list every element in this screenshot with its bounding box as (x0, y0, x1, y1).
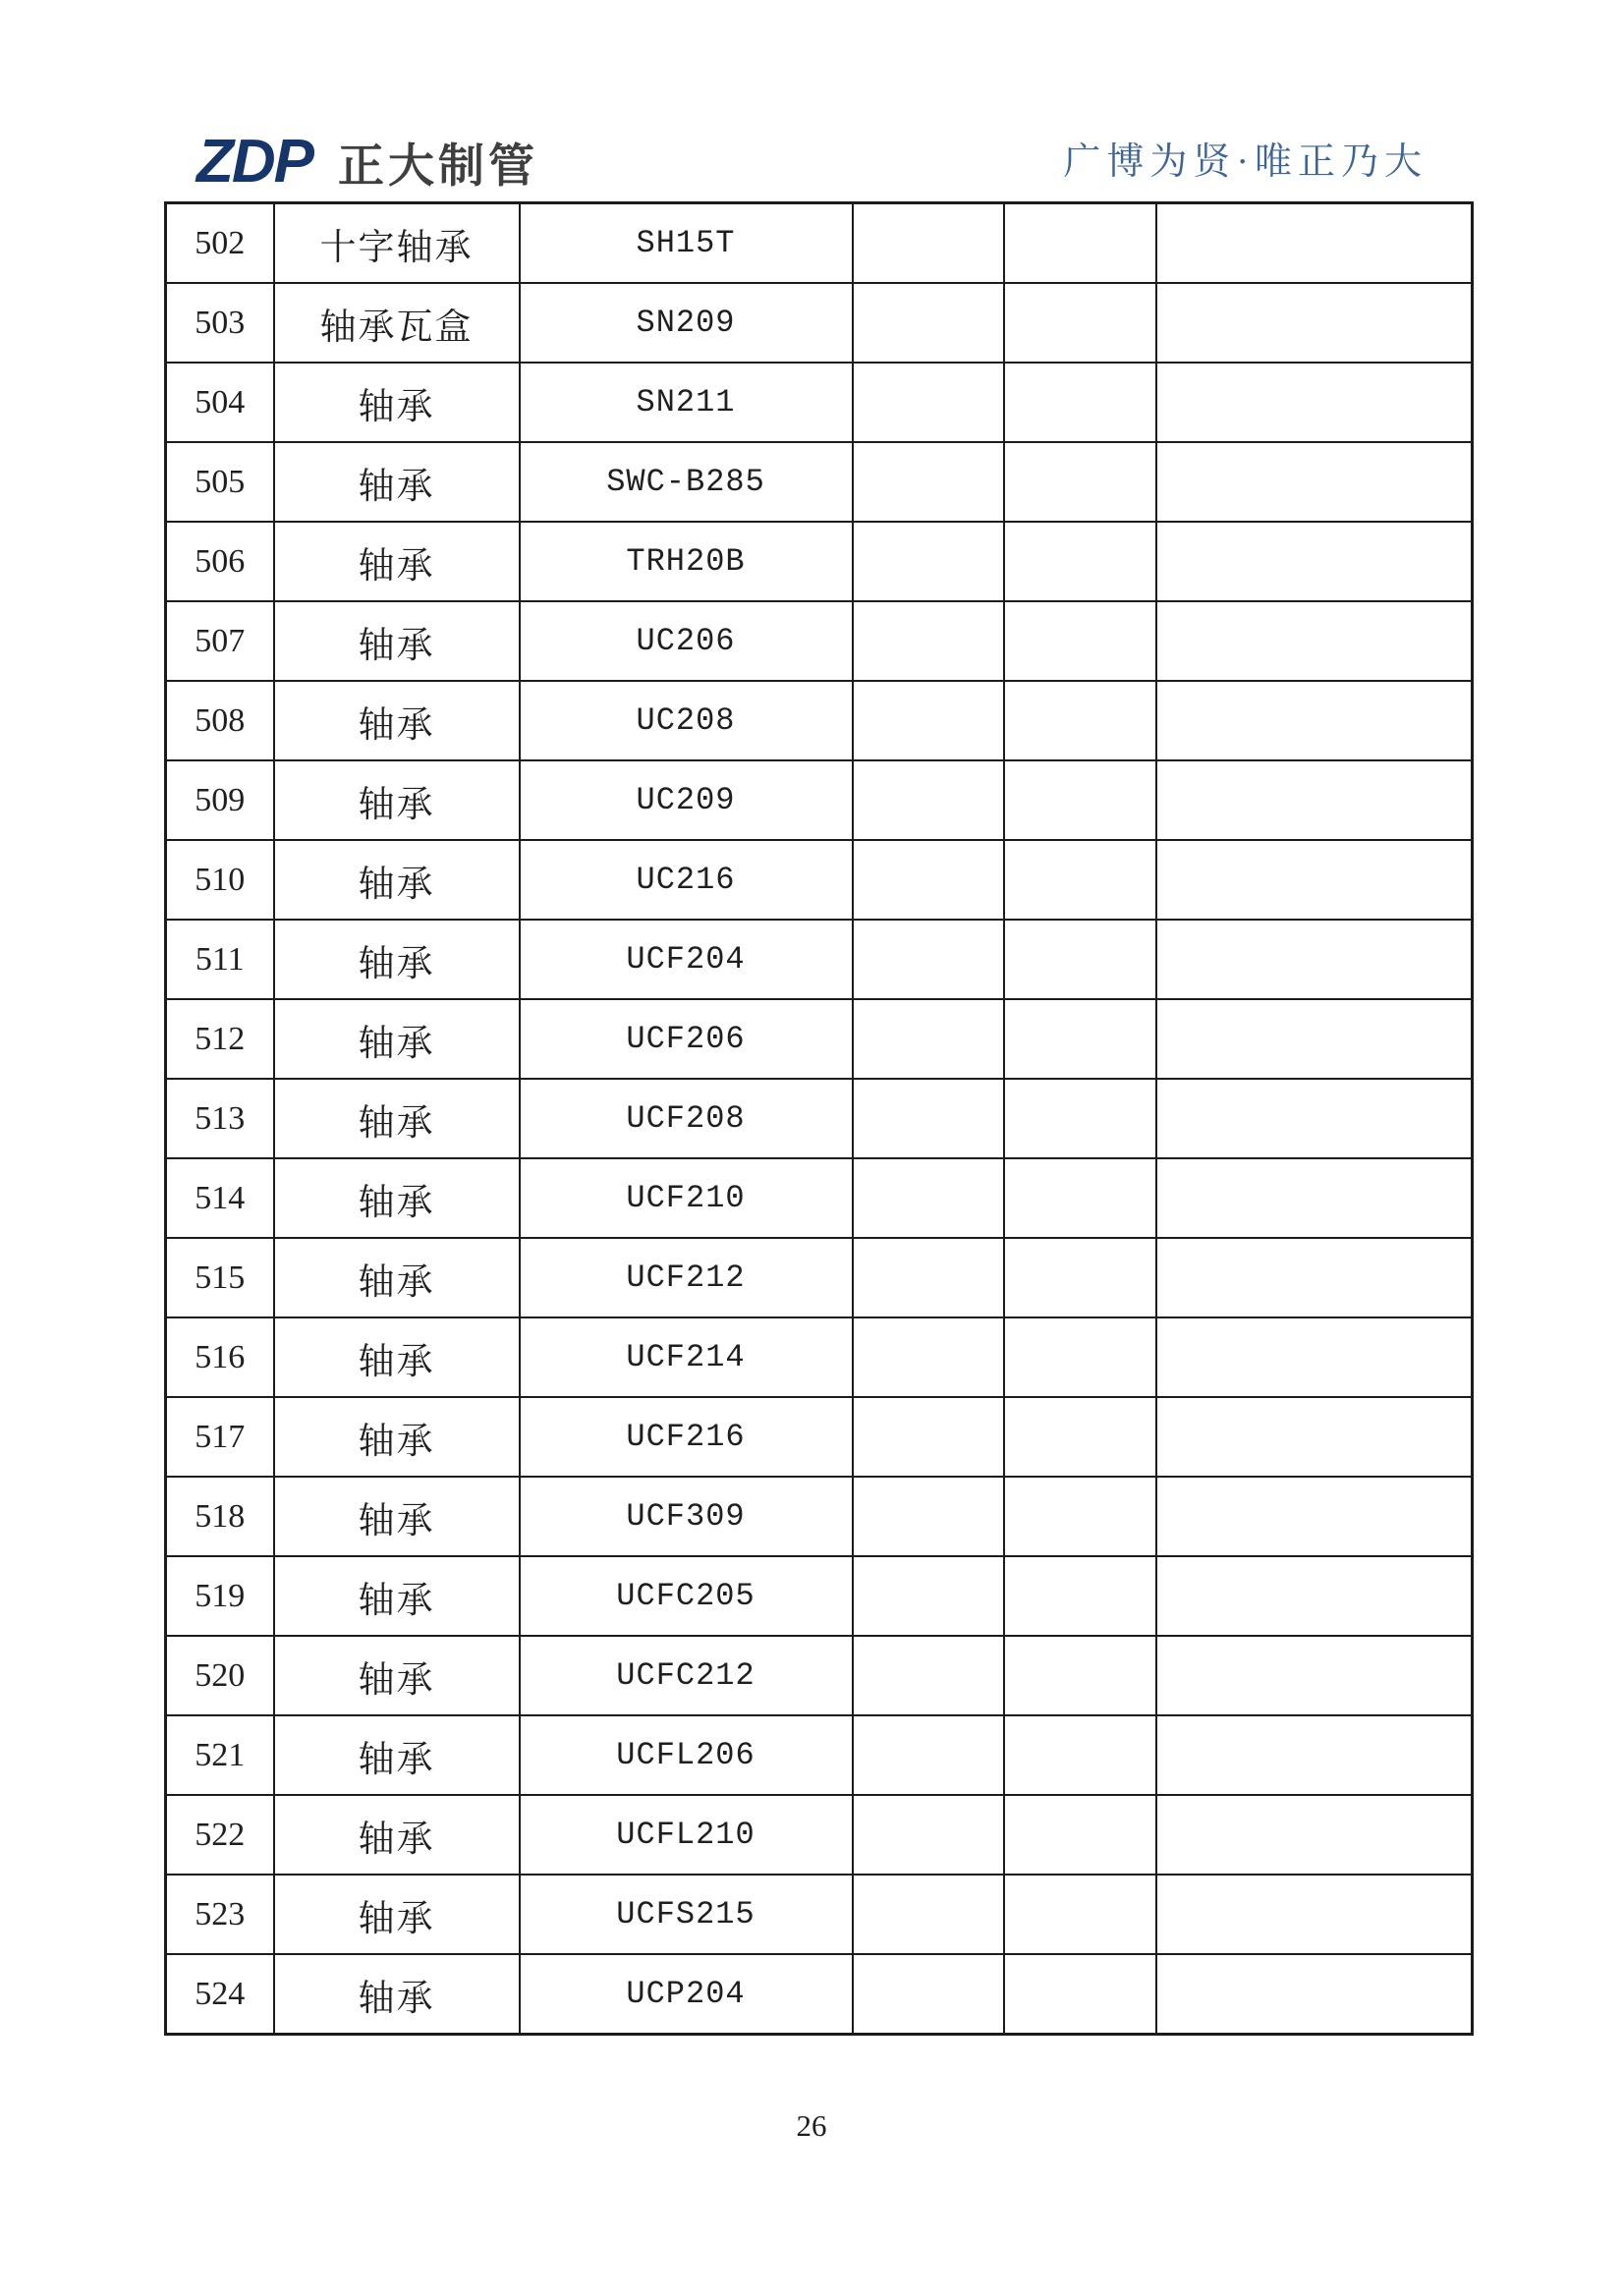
empty-cell (853, 203, 1004, 284)
company-motto: 广博为贤·唯正乃大 (1063, 141, 1427, 183)
row-number-cell: 503 (166, 283, 274, 363)
empty-cell (1004, 363, 1156, 442)
empty-cell (1004, 522, 1156, 601)
empty-cell (1156, 203, 1473, 284)
row-number-cell: 513 (166, 1079, 274, 1158)
part-name-cell: 轴承 (274, 363, 520, 442)
empty-cell (1156, 1636, 1473, 1715)
row-number-cell: 521 (166, 1715, 274, 1795)
part-name-cell: 轴承 (274, 760, 520, 840)
model-cell: SN209 (520, 283, 853, 363)
empty-cell (853, 601, 1004, 681)
model-cell: SWC-B285 (520, 442, 853, 522)
empty-cell (1156, 760, 1473, 840)
model-cell: UCF216 (520, 1397, 853, 1477)
model-cell: UC216 (520, 840, 853, 920)
part-name-cell: 十字轴承 (274, 203, 520, 284)
row-number-cell: 510 (166, 840, 274, 920)
part-name-cell: 轴承 (274, 1556, 520, 1636)
table-row (166, 1636, 1473, 1715)
part-name-cell: 轴承 (274, 1636, 520, 1715)
empty-cell (1004, 203, 1156, 284)
model-cell: UC209 (520, 760, 853, 840)
empty-cell (853, 1477, 1004, 1556)
table-row (166, 681, 1473, 760)
part-name-cell: 轴承 (274, 1795, 520, 1875)
table-row (166, 1795, 1473, 1875)
empty-cell (1004, 1477, 1156, 1556)
company-name: 正大制管 (338, 140, 538, 192)
empty-cell (853, 1954, 1004, 2035)
empty-cell (1156, 1954, 1473, 2035)
table-row (166, 840, 1473, 920)
model-cell: UCF204 (520, 920, 853, 999)
part-name-cell: 轴承 (274, 1715, 520, 1795)
part-name-cell: 轴承 (274, 601, 520, 681)
model-cell: UCFL206 (520, 1715, 853, 1795)
model-cell: UCF309 (520, 1477, 853, 1556)
row-number-cell: 508 (166, 681, 274, 760)
model-cell: UCF212 (520, 1238, 853, 1317)
empty-cell (853, 1238, 1004, 1317)
empty-cell (1004, 999, 1156, 1079)
empty-cell (1004, 920, 1156, 999)
table-row (166, 363, 1473, 442)
table-row (166, 1397, 1473, 1477)
part-name-cell: 轴承瓦盒 (274, 283, 520, 363)
row-number-cell: 517 (166, 1397, 274, 1477)
row-number-cell: 511 (166, 920, 274, 999)
row-number-cell: 512 (166, 999, 274, 1079)
empty-cell (1004, 1317, 1156, 1397)
empty-cell (853, 1079, 1004, 1158)
row-number-cell: 524 (166, 1954, 274, 2035)
model-cell: UCF214 (520, 1317, 853, 1397)
table-row (166, 1317, 1473, 1397)
parts-table-body (166, 203, 1473, 2035)
part-name-cell: 轴承 (274, 840, 520, 920)
model-cell: UCF206 (520, 999, 853, 1079)
empty-cell (1156, 1875, 1473, 1954)
empty-cell (1156, 920, 1473, 999)
empty-cell (1156, 522, 1473, 601)
table-row (166, 1715, 1473, 1795)
row-number-cell: 518 (166, 1477, 274, 1556)
empty-cell (853, 1317, 1004, 1397)
parts-table (164, 201, 1474, 2036)
empty-cell (1004, 1397, 1156, 1477)
empty-cell (853, 1795, 1004, 1875)
model-cell: TRH20B (520, 522, 853, 601)
empty-cell (853, 1875, 1004, 1954)
table-row (166, 1158, 1473, 1238)
empty-cell (1156, 1715, 1473, 1795)
model-cell: UCF208 (520, 1079, 853, 1158)
model-cell: UCF210 (520, 1158, 853, 1238)
empty-cell (853, 840, 1004, 920)
part-name-cell: 轴承 (274, 1317, 520, 1397)
empty-cell (1004, 1636, 1156, 1715)
empty-cell (1156, 283, 1473, 363)
empty-cell (1156, 1079, 1473, 1158)
empty-cell (1156, 999, 1473, 1079)
table-row (166, 442, 1473, 522)
table-row (166, 283, 1473, 363)
model-cell: UCFS215 (520, 1875, 853, 1954)
empty-cell (1156, 442, 1473, 522)
row-number-cell: 504 (166, 363, 274, 442)
empty-cell (1004, 1556, 1156, 1636)
table-row (166, 522, 1473, 601)
row-number-cell: 523 (166, 1875, 274, 1954)
part-name-cell: 轴承 (274, 920, 520, 999)
table-row (166, 1954, 1473, 2035)
zdp-logo-mark: ZDP (196, 128, 312, 196)
empty-cell (1004, 1715, 1156, 1795)
part-name-cell: 轴承 (274, 681, 520, 760)
empty-cell (853, 760, 1004, 840)
empty-cell (1156, 681, 1473, 760)
empty-cell (853, 920, 1004, 999)
empty-cell (1004, 1238, 1156, 1317)
table-row (166, 1556, 1473, 1636)
table-row (166, 1477, 1473, 1556)
part-name-cell: 轴承 (274, 1477, 520, 1556)
part-name-cell: 轴承 (274, 1158, 520, 1238)
empty-cell (1004, 1079, 1156, 1158)
table-row (166, 601, 1473, 681)
part-name-cell: 轴承 (274, 1079, 520, 1158)
empty-cell (1004, 1158, 1156, 1238)
empty-cell (853, 363, 1004, 442)
part-name-cell: 轴承 (274, 1954, 520, 2035)
empty-cell (853, 1715, 1004, 1795)
empty-cell (1156, 1397, 1473, 1477)
model-cell: UC206 (520, 601, 853, 681)
row-number-cell: 514 (166, 1158, 274, 1238)
empty-cell (1156, 601, 1473, 681)
part-name-cell: 轴承 (274, 1397, 520, 1477)
empty-cell (1004, 601, 1156, 681)
empty-cell (1004, 760, 1156, 840)
table-row (166, 1079, 1473, 1158)
table-row (166, 1875, 1473, 1954)
row-number-cell: 522 (166, 1795, 274, 1875)
empty-cell (1156, 1238, 1473, 1317)
table-row (166, 920, 1473, 999)
row-number-cell: 515 (166, 1238, 274, 1317)
model-cell: UCFL210 (520, 1795, 853, 1875)
empty-cell (1004, 283, 1156, 363)
model-cell: UCFC212 (520, 1636, 853, 1715)
model-cell: UCFC205 (520, 1556, 853, 1636)
empty-cell (1156, 1556, 1473, 1636)
table-row (166, 1238, 1473, 1317)
part-name-cell: 轴承 (274, 999, 520, 1079)
part-name-cell: 轴承 (274, 442, 520, 522)
model-cell: UCP204 (520, 1954, 853, 2035)
empty-cell (1156, 1477, 1473, 1556)
empty-cell (1156, 1317, 1473, 1397)
model-cell: SH15T (520, 203, 853, 284)
empty-cell (853, 442, 1004, 522)
table-row (166, 203, 1473, 284)
empty-cell (1004, 1795, 1156, 1875)
part-name-cell: 轴承 (274, 1238, 520, 1317)
row-number-cell: 519 (166, 1556, 274, 1636)
row-number-cell: 509 (166, 760, 274, 840)
model-cell: SN211 (520, 363, 853, 442)
part-name-cell: 轴承 (274, 522, 520, 601)
empty-cell (1004, 1954, 1156, 2035)
empty-cell (1004, 442, 1156, 522)
company-logo (196, 128, 538, 196)
empty-cell (853, 1636, 1004, 1715)
empty-cell (853, 999, 1004, 1079)
empty-cell (1156, 1795, 1473, 1875)
empty-cell (1004, 1875, 1156, 1954)
empty-cell (853, 681, 1004, 760)
empty-cell (1156, 840, 1473, 920)
empty-cell (853, 1158, 1004, 1238)
row-number-cell: 505 (166, 442, 274, 522)
row-number-cell: 507 (166, 601, 274, 681)
empty-cell (1156, 1158, 1473, 1238)
table-row (166, 999, 1473, 1079)
row-number-cell: 506 (166, 522, 274, 601)
empty-cell (853, 1556, 1004, 1636)
part-name-cell: 轴承 (274, 1875, 520, 1954)
empty-cell (1156, 363, 1473, 442)
table-row (166, 760, 1473, 840)
model-cell: UC208 (520, 681, 853, 760)
empty-cell (1004, 840, 1156, 920)
row-number-cell: 520 (166, 1636, 274, 1715)
row-number-cell: 502 (166, 203, 274, 284)
empty-cell (853, 522, 1004, 601)
page-number: 26 (796, 2108, 827, 2143)
empty-cell (853, 1397, 1004, 1477)
row-number-cell: 516 (166, 1317, 274, 1397)
empty-cell (853, 283, 1004, 363)
empty-cell (1004, 681, 1156, 760)
